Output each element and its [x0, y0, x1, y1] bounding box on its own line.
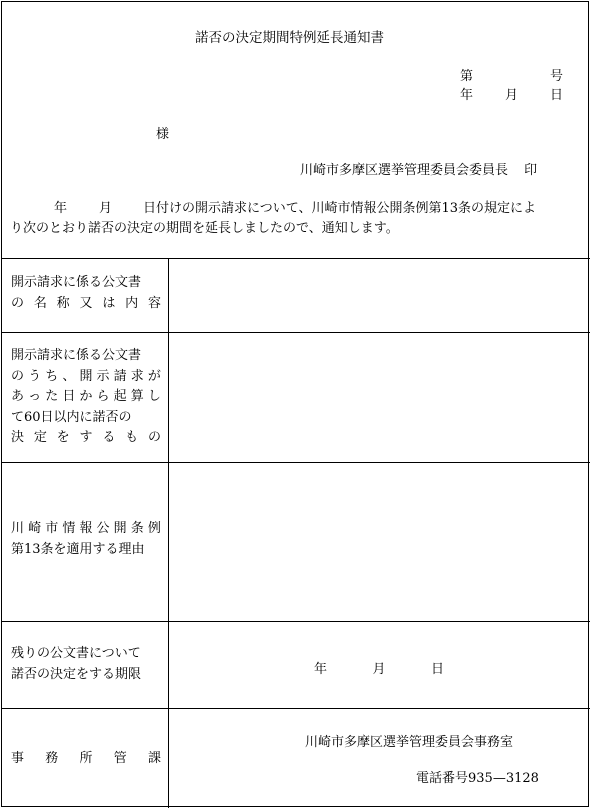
body-year: 年 — [54, 201, 68, 216]
office-name: 川崎市多摩区選挙管理委員会事務室 — [305, 735, 514, 750]
deadline-label-line1: 残りの公文書について — [11, 646, 141, 661]
number-go: 号 — [549, 69, 563, 84]
within60-label-line1: 開示請求に係る公文書 — [11, 348, 142, 363]
label-char: 務 — [45, 751, 59, 766]
label-char: 川 — [11, 521, 25, 536]
label-char: し — [147, 389, 161, 404]
label-char: 報 — [79, 521, 93, 536]
label-char: 市 — [45, 521, 59, 536]
date-month: 月 — [504, 88, 518, 103]
label-char: を — [56, 430, 70, 445]
label-char: 公 — [96, 521, 110, 536]
divider — [2, 332, 590, 333]
addressee-suffix: 様 — [156, 127, 170, 142]
label-char: 条 — [130, 521, 144, 536]
deadline-day: 日 — [430, 662, 444, 677]
office-label — [11, 749, 161, 770]
label-char: の — [11, 295, 25, 311]
within60-label — [11, 346, 161, 449]
reason-label-line2: 第13条を適用する理由 — [11, 541, 145, 557]
deadline-label — [11, 644, 161, 685]
label-char: 示 — [96, 368, 110, 384]
issuer-name: 川崎市多摩区選挙管理委員会委員長 — [300, 163, 509, 178]
label-char: た — [45, 389, 59, 404]
label-char: ら — [96, 389, 110, 404]
deadline-year: 年 — [314, 662, 328, 677]
body-line1-rest: 日付けの開示請求について、川崎市情報公開条例第13条の規定によ — [143, 201, 537, 216]
label-char: 定 — [33, 430, 47, 445]
number-line — [460, 65, 563, 84]
issuer-line — [300, 159, 537, 178]
label-char: 日 — [62, 389, 76, 404]
within60-label-line5 — [11, 428, 161, 449]
document-title: 諾否の決定期間特例延長通知書 — [195, 30, 384, 46]
within60-label-line4: て60日以内に諾否の — [11, 409, 132, 425]
label-char: の — [11, 368, 25, 384]
within60-label-line2 — [11, 367, 161, 388]
label-char: う — [28, 368, 42, 384]
date-year: 年 — [460, 88, 474, 103]
label-char: 管 — [113, 751, 127, 766]
label-char: 算 — [130, 389, 144, 404]
reason-label — [11, 519, 161, 560]
doc-name-label-line1: 開示請求に係る公文書 — [11, 275, 142, 290]
label-char: 情 — [62, 521, 76, 536]
label-char: 又 — [79, 295, 93, 311]
within60-label-line3 — [11, 387, 161, 408]
label-char: も — [125, 430, 139, 445]
label-char: ち — [45, 368, 59, 384]
reason-label-line1 — [11, 519, 161, 540]
seal-mark: 印 — [524, 163, 538, 178]
deadline-date — [314, 658, 444, 677]
label-char: 所 — [79, 751, 93, 766]
label-char: 起 — [113, 389, 127, 404]
doc-name-label — [11, 273, 161, 314]
label-char: が — [147, 368, 161, 384]
deadline-label-line2: 諾否の決定をする期限 — [11, 666, 142, 682]
label-char: る — [102, 430, 116, 445]
divider — [2, 708, 590, 709]
label-char: あ — [11, 389, 25, 404]
body-month: 月 — [99, 201, 113, 216]
date-line — [460, 84, 563, 103]
doc-name-label-line2 — [11, 294, 161, 315]
label-char: か — [79, 389, 93, 404]
divider — [2, 621, 590, 622]
office-phone: 電話番号935—3128 — [416, 771, 539, 786]
label-char: 称 — [56, 295, 70, 311]
label-char: 課 — [147, 751, 161, 766]
column-divider — [168, 258, 169, 808]
label-char: 決 — [11, 430, 25, 445]
label-char: 例 — [147, 521, 161, 536]
label-char: の — [147, 430, 161, 445]
label-char: 崎 — [28, 521, 42, 536]
body-line-2: り次のとおり諾否の決定の期間を延長しましたので、通知します。 — [10, 221, 399, 236]
label-char: 請 — [113, 368, 127, 384]
label-char: 容 — [147, 295, 161, 311]
label-char: 名 — [33, 295, 47, 311]
label-char: 、 — [62, 368, 76, 384]
office-label-text — [11, 749, 161, 770]
label-char: す — [79, 430, 93, 445]
form-frame — [1, 1, 589, 807]
label-char: 内 — [125, 295, 139, 311]
label-char: 開 — [79, 368, 93, 384]
divider — [2, 258, 590, 259]
deadline-month: 月 — [372, 662, 386, 677]
label-char: 求 — [130, 368, 144, 384]
label-char: 開 — [113, 521, 127, 536]
label-char: 事 — [11, 751, 25, 766]
date-day: 日 — [549, 88, 563, 103]
label-char: は — [102, 295, 116, 311]
label-char: っ — [28, 389, 42, 404]
divider — [2, 462, 590, 463]
number-dai: 第 — [460, 69, 474, 84]
